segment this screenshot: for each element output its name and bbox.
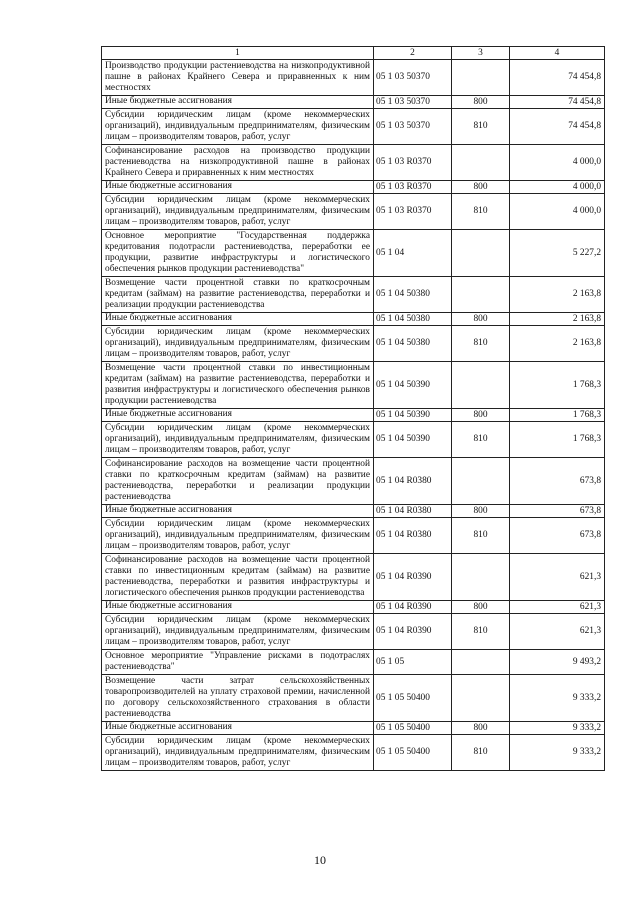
row-target-code: 05 1 04 R0390 <box>374 601 452 614</box>
row-expense-type <box>452 362 510 409</box>
row-expense-type: 810 <box>452 422 510 458</box>
table-row <box>102 554 605 601</box>
row-description: Иные бюджетные ассигнования <box>102 96 374 109</box>
table-row <box>102 422 605 458</box>
row-amount: 673,8 <box>510 518 605 554</box>
table-row <box>102 277 605 313</box>
table-row <box>102 145 605 181</box>
row-expense-type: 810 <box>452 735 510 771</box>
row-description: Возмещение части затрат сельскохозяйственных товаропроизводителей на уплату страховой премии, начисленной по договору сельскохозяйственного страхования в области растениеводства <box>102 675 374 722</box>
table-row <box>102 60 605 96</box>
header-col-2: 2 <box>374 47 452 60</box>
row-amount: 9 333,2 <box>510 722 605 735</box>
row-expense-type: 800 <box>452 96 510 109</box>
row-description: Иные бюджетные ассигнования <box>102 313 374 326</box>
row-description: Возмещение части процентной ставки по инвестиционным кредитам (займам) на развитие растениеводства, переработки и развития инфраструктуры и логистического обеспечения рынков продукции растениеводства <box>102 362 374 409</box>
row-target-code: 05 1 04 50380 <box>374 326 452 362</box>
row-target-code: 05 1 04 R0380 <box>374 518 452 554</box>
table-row <box>102 614 605 650</box>
header-col-3: 3 <box>452 47 510 60</box>
row-target-code: 05 1 03 50370 <box>374 109 452 145</box>
row-description: Субсидии юридическим лицам (кроме некоммерческих организаций), индивидуальным предпринимателям, физическим лицам – производителям товаров, работ, услуг <box>102 518 374 554</box>
row-target-code: 05 1 04 R0390 <box>374 614 452 650</box>
row-expense-type: 800 <box>452 505 510 518</box>
row-target-code: 05 1 04 50390 <box>374 409 452 422</box>
row-description: Возмещение части процентной ставки по краткосрочным кредитам (займам) на развитие растениеводства, переработки и реализации продукции растениеводства <box>102 277 374 313</box>
row-expense-type <box>452 230 510 277</box>
row-expense-type: 800 <box>452 181 510 194</box>
table-row <box>102 735 605 771</box>
row-expense-type: 810 <box>452 194 510 230</box>
table-row <box>102 96 605 109</box>
row-amount: 4 000,0 <box>510 194 605 230</box>
row-amount: 9 493,2 <box>510 650 605 675</box>
table-body <box>102 60 605 771</box>
table-row <box>102 313 605 326</box>
row-target-code: 05 1 04 50380 <box>374 277 452 313</box>
row-description: Иные бюджетные ассигнования <box>102 722 374 735</box>
row-expense-type <box>452 554 510 601</box>
row-amount: 621,3 <box>510 614 605 650</box>
row-target-code: 05 1 05 <box>374 650 452 675</box>
row-description: Субсидии юридическим лицам (кроме некоммерческих организаций), индивидуальным предпринимателям, физическим лицам – производителям товаров, работ, услуг <box>102 109 374 145</box>
table-row <box>102 505 605 518</box>
row-amount: 621,3 <box>510 554 605 601</box>
header-col-1: 1 <box>102 47 374 60</box>
row-description: Субсидии юридическим лицам (кроме некоммерческих организаций), индивидуальным предпринимателям, физическим лицам – производителям товаров, работ, услуг <box>102 735 374 771</box>
row-target-code: 05 1 05 50400 <box>374 675 452 722</box>
table-row <box>102 409 605 422</box>
table-row <box>102 109 605 145</box>
table-row <box>102 458 605 505</box>
row-amount: 74 454,8 <box>510 109 605 145</box>
table-row <box>102 518 605 554</box>
row-description: Софинансирование расходов на возмещение части процентной ставки по краткосрочным кредитам (займам) на развитие растениеводства, переработки и реализации продукции растениеводства <box>102 458 374 505</box>
row-target-code: 05 1 04 50380 <box>374 313 452 326</box>
row-description: Субсидии юридическим лицам (кроме некоммерческих организаций), индивидуальным предпринимателям, физическим лицам – производителям товаров, работ, услуг <box>102 422 374 458</box>
row-expense-type <box>452 458 510 505</box>
row-target-code: 05 1 04 R0390 <box>374 554 452 601</box>
row-target-code: 05 1 03 50370 <box>374 96 452 109</box>
row-expense-type: 800 <box>452 313 510 326</box>
row-target-code: 05 1 03 R0370 <box>374 194 452 230</box>
row-amount: 2 163,8 <box>510 277 605 313</box>
row-target-code: 05 1 03 R0370 <box>374 181 452 194</box>
row-amount: 673,8 <box>510 505 605 518</box>
row-description: Субсидии юридическим лицам (кроме некоммерческих организаций), индивидуальным предпринимателям, физическим лицам – производителям товаров, работ, услуг <box>102 614 374 650</box>
table-row <box>102 362 605 409</box>
row-expense-type: 810 <box>452 326 510 362</box>
row-expense-type <box>452 675 510 722</box>
table-row <box>102 230 605 277</box>
table-row <box>102 194 605 230</box>
page-number: 10 <box>314 853 326 867</box>
row-expense-type: 800 <box>452 722 510 735</box>
row-target-code: 05 1 05 50400 <box>374 722 452 735</box>
row-target-code: 05 1 05 50400 <box>374 735 452 771</box>
row-target-code: 05 1 04 R0380 <box>374 505 452 518</box>
row-target-code: 05 1 03 R0370 <box>374 145 452 181</box>
row-description: Основное мероприятие "Государственная поддержка кредитования подотрасли растениеводства, переработки ее продукции, развитие инфраструктуры и логистического обеспечения рынков продукции растениеводства" <box>102 230 374 277</box>
row-description: Субсидии юридическим лицам (кроме некоммерческих организаций), индивидуальным предпринимателям, физическим лицам – производителям товаров, работ, услуг <box>102 194 374 230</box>
table-row <box>102 650 605 675</box>
row-amount: 2 163,8 <box>510 326 605 362</box>
row-amount: 9 333,2 <box>510 675 605 722</box>
row-amount: 621,3 <box>510 601 605 614</box>
row-description: Иные бюджетные ассигнования <box>102 409 374 422</box>
row-amount: 1 768,3 <box>510 362 605 409</box>
row-amount: 9 333,2 <box>510 735 605 771</box>
row-expense-type: 810 <box>452 518 510 554</box>
row-description: Софинансирование расходов на производство продукции растениеводства на низкопродуктивной пашне в районах Крайнего Севера и приравненных к ним местностях <box>102 145 374 181</box>
row-expense-type <box>452 650 510 675</box>
row-expense-type: 800 <box>452 601 510 614</box>
row-target-code: 05 1 04 50390 <box>374 362 452 409</box>
header-row <box>102 47 605 60</box>
row-amount: 1 768,3 <box>510 422 605 458</box>
row-amount: 4 000,0 <box>510 181 605 194</box>
row-description: Субсидии юридическим лицам (кроме некоммерческих организаций), индивидуальным предпринимателям, физическим лицам – производителям товаров, работ, услуг <box>102 326 374 362</box>
table-row <box>102 675 605 722</box>
row-amount: 74 454,8 <box>510 96 605 109</box>
row-description: Основное мероприятие "Управление рисками в подотраслях растениеводства" <box>102 650 374 675</box>
budget-table <box>101 46 605 771</box>
budget-table-container <box>101 46 604 771</box>
row-description: Иные бюджетные ассигнования <box>102 601 374 614</box>
row-amount: 2 163,8 <box>510 313 605 326</box>
row-expense-type: 810 <box>452 109 510 145</box>
row-amount: 4 000,0 <box>510 145 605 181</box>
row-description: Производство продукции растениеводства на низкопродуктивной пашне в районах Крайнего Севера и приравненных к ним местностях <box>102 60 374 96</box>
row-amount: 74 454,8 <box>510 60 605 96</box>
header-col-4: 4 <box>510 47 605 60</box>
table-row <box>102 601 605 614</box>
row-expense-type <box>452 277 510 313</box>
table-row <box>102 722 605 735</box>
row-description: Иные бюджетные ассигнования <box>102 505 374 518</box>
row-target-code: 05 1 03 50370 <box>374 60 452 96</box>
row-expense-type <box>452 60 510 96</box>
row-amount: 1 768,3 <box>510 409 605 422</box>
row-description: Иные бюджетные ассигнования <box>102 181 374 194</box>
row-target-code: 05 1 04 R0380 <box>374 458 452 505</box>
row-amount: 5 227,2 <box>510 230 605 277</box>
row-description: Софинансирование расходов на возмещение части процентной ставки по инвестиционным кредитам (займам) на развитие растениеводства, переработки и развития инфраструктуры и логистического обеспечения рынков продукции растениеводства <box>102 554 374 601</box>
table-row <box>102 181 605 194</box>
table-row <box>102 326 605 362</box>
row-target-code: 05 1 04 50390 <box>374 422 452 458</box>
row-expense-type: 800 <box>452 409 510 422</box>
row-expense-type: 810 <box>452 614 510 650</box>
row-expense-type <box>452 145 510 181</box>
row-target-code: 05 1 04 <box>374 230 452 277</box>
row-amount: 673,8 <box>510 458 605 505</box>
